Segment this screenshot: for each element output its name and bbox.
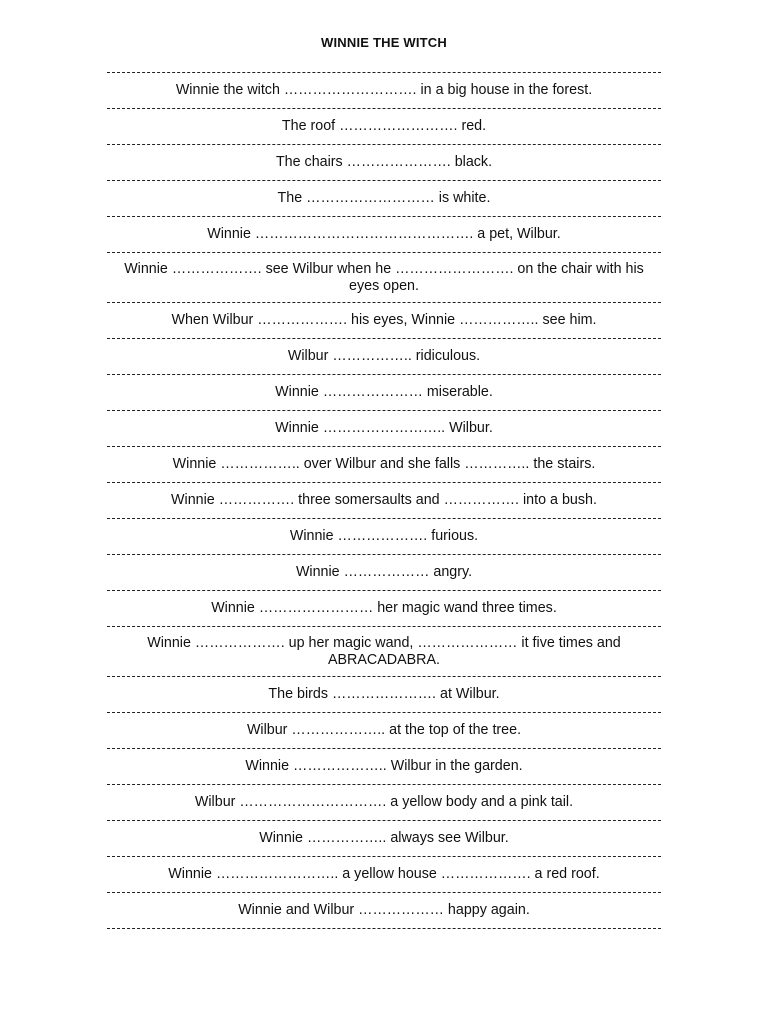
sentence-4: The ……………………… is white. — [277, 190, 491, 206]
sentence-20: Wilbur …………………………. a yellow body and a pink tail. — [194, 794, 574, 810]
sentence-12: Winnie ……………. three somersaults and ……………. into a bush. — [171, 492, 597, 508]
sentence-16: Winnie ………………. up her magic wand, ………………… it five times and ABRACADABRA. — [147, 635, 621, 668]
sentence-21: Winnie …………….. always see Wilbur. — [259, 830, 509, 846]
worksheet-title: WINNIE THE WITCH — [321, 35, 447, 50]
sentence-22: Winnie …………………….. a yellow house ………………. a red roof. — [168, 866, 600, 882]
sentence-10: Winnie …………………….. Wilbur. — [275, 420, 493, 436]
sentence-9: Winnie ………………… miserable. — [275, 384, 493, 400]
exercise-list — [107, 72, 661, 929]
sentence-7: When Wilbur ………………. his eyes, Winnie …………….. see him. — [171, 312, 597, 328]
sentence-11: Winnie …………….. over Wilbur and she falls ………….. the stairs. — [172, 456, 596, 472]
sentence-23: Winnie and Wilbur ……………… happy again. — [238, 902, 530, 918]
sentence-6: Winnie ………………. see Wilbur when he ……………………. on the chair with his eyes open. — [124, 261, 644, 294]
sentence-15: Winnie …………………… her magic wand three times. — [211, 600, 557, 616]
sentence-17: The birds …………………. at Wilbur. — [268, 686, 500, 702]
sentence-13: Winnie ………………. furious. — [289, 528, 479, 544]
sentence-2: The roof ……………………. red. — [281, 118, 487, 134]
sentence-19: Winnie ……………….. Wilbur in the garden. — [245, 758, 523, 774]
sentence-18: Wilbur ……………….. at the top of the tree. — [246, 722, 522, 738]
sentence-8: Wilbur …………….. ridiculous. — [287, 348, 481, 364]
divider — [107, 928, 661, 929]
sentence-5: Winnie ………………………………………. a pet, Wilbur. — [207, 226, 561, 242]
sentence-3: The chairs …………………. black. — [275, 154, 493, 170]
sentence-14: Winnie ……………… angry. — [295, 564, 473, 580]
sentence-1: Winnie the witch ………………………. in a big house in the forest. — [175, 82, 593, 98]
